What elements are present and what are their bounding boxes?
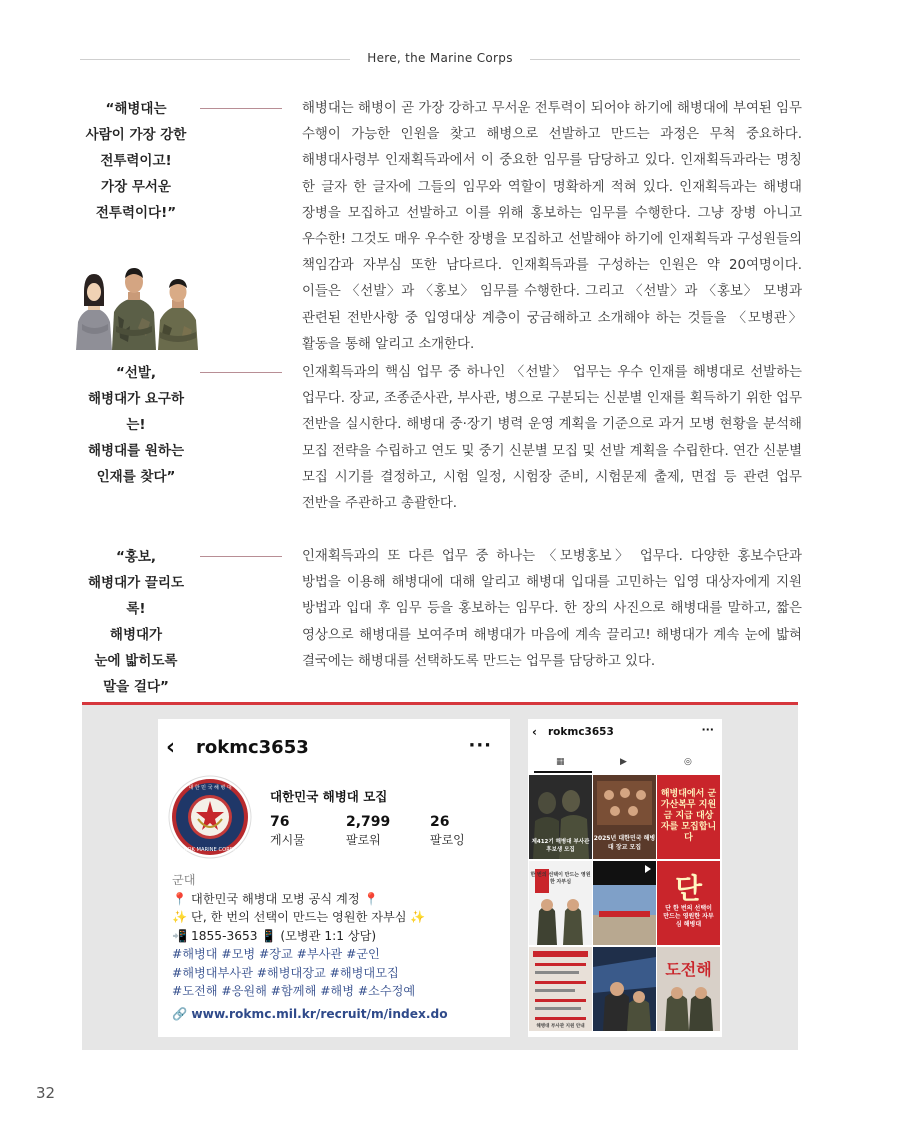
more-options-icon[interactable]: ··· [468,735,492,756]
post-tile[interactable] [529,775,592,859]
profile-link-url: www.rokmc.mil.kr/recruit/m/index.do [191,1006,448,1021]
section-promotion [80,544,802,695]
bio-line: 📍 대한민국 해병대 모병 공식 계정 📍 [172,891,379,906]
stat-number: 76 [270,814,290,830]
pull-quote [80,360,192,490]
post-tile[interactable] [529,861,592,945]
quote-line: 눈에 밟히도록 [94,653,178,669]
profile-handle: rokmc3653 [196,737,309,758]
post-tile[interactable] [657,861,720,945]
post-tile[interactable] [593,861,656,945]
profile-bio [172,871,502,1023]
profile-display-name: 대한민국 해병대 모집 [270,789,388,804]
quote-line: 전투력이고! [100,153,172,169]
person-officer-center [112,268,156,350]
back-arrow-icon[interactable]: ‹ [166,735,176,760]
person-woman [76,274,112,350]
profile-link[interactable] [172,1005,502,1024]
quote-rule [200,556,282,557]
quote-line: 말을 걸다” [103,679,169,695]
post-tile[interactable] [593,947,656,1031]
stat-number: 26 [430,814,450,830]
post-tile[interactable] [529,947,592,1031]
body-paragraph: 해병대는 해병이 곧 가장 강하고 무서운 전투력이 되어야 하기에 해병대에 부여된 임무 수행이 가능한 인원을 찾고 해병으로 선발하고 만드는 과정은 무척 중요하다. 해병대사령부 인재획득과에서 이 중요한 임무를 담당하고 있다. 인재획득과라는 명칭 한 글자 한 글자에 그들의 임무와 역할이 명확하게 적혀 있다. 인재획득과는 해병대 장병을 모집하고 선발하고 이를 위해 홍보하는 임무를 수행한다. 그냥 장병 아니고 우수한! 그것도 매우 우수한 장병을 모집하고 선발해야 하기에 인재획득과 구성원들의 책임감과 자부심 또한 남다르다. 인재획득과를 구성하는 인원은 약 20여명이다. 이들은 〈선발〉과 〈홍보〉 임무를 수행한다. 그리고 〈선발〉과 〈홍보〉 모병과 관련된 전반사항 중 입영대상 계층이 궁금해하고 소개해야 하는 것들을 〈모병관〉 활동을 통해 알리고 소개한다. [302,101,802,352]
hashtag-line[interactable]: #해병대부사관 #해병대장교 #해병대모집 [172,965,399,980]
post-tile[interactable] [593,775,656,859]
marine-corps-emblem-avatar[interactable] [168,775,252,859]
quote-line: “선발, [115,365,157,381]
post-caption: 한 번의 선택이 만드는 영원한 자부심 [530,872,591,885]
post-big-glyph: 단 [674,872,703,905]
quote-line: 가장 무서운 [101,179,171,195]
hashtag-line[interactable]: #도전해 #응원해 #함께해 #해병 #소수정예 [172,984,416,998]
pull-quote [80,96,192,226]
body-paragraph: 인재획득과의 또 다른 업무 중 하나는 〈모병홍보〉 업무다. 다양한 홍보수단과 방법을 이용해 해병대에 대해 알리고 해병대 입대를 고민하는 입영 대상자에게 지원 방법과 입대 후 임무 등을 홍보하는 임무다. 한 장의 사진으로 해병대를 말하고, 짧은 영상으로 해병대를 보여주며 해병대가 마음에 계속 끌리고! 해병대가 계속 눈에 밟혀 결국에는 해병대를 선택하도록 만드는 업무를 담당하고 있다. [302,549,802,669]
tagged-tab-icon[interactable]: ◎ [684,757,692,767]
quote-line: “홍보, [115,549,157,565]
hashtag-line[interactable]: #해병대 #모병 #장교 #부사관 #군인 [172,947,380,961]
section-selection [80,360,800,520]
bio-line: ✨ 단, 한 번의 선택이 만드는 영원한 자부심 ✨ [172,910,426,924]
quote-line: 전투력이다!” [95,205,177,221]
person-officer-right [158,279,198,350]
svg-text:대 한 민 국 해 병 대: 대 한 민 국 해 병 대 [188,785,232,791]
active-tab-indicator [534,771,592,773]
more-options-icon[interactable]: ··· [701,723,714,736]
stat-following[interactable] [430,813,465,849]
instagram-screenshot-panel [82,702,798,1050]
post-caption: 단 한 번의 선택이 만드는 영원한 자부심 해병대 [663,905,714,928]
post-caption: 해병대에서 군 가산복무 지원금 지급 대상자를 모집합니다 [660,789,717,843]
stat-label: 팔로잉 [430,833,465,847]
quote-line: 인재를 찾다” [96,469,176,485]
post-tile[interactable] [657,947,720,1031]
post-thumbnail-art [593,861,656,945]
back-arrow-icon[interactable]: ‹ [532,725,537,739]
instagram-profile-card [158,719,510,1037]
quote-line: 해병대가 끌리도록! [88,575,184,617]
header-title: Here, the Marine Corps [367,51,513,65]
header-rule-right [530,59,800,60]
pull-quote [80,544,192,700]
post-caption: 도전해 [665,960,712,979]
reels-tab-icon[interactable]: ▶ [620,757,627,767]
quote-line: 해병대를 원하는 [88,443,184,459]
running-header [80,44,800,74]
stat-posts[interactable] [270,813,305,849]
link-icon: 🔗 [172,1006,192,1021]
quote-rule [200,108,282,109]
post-caption: 2025년 대한민국 해병대 장교 모집 [593,835,656,851]
post-thumbnail-art [593,947,656,1031]
body-paragraph: 인재획득과의 핵심 업무 중 하나인 〈선발〉 업무는 우수 인재를 해병대로 선발하는 업무다. 장교, 조종준사관, 부사관, 병으로 구분되는 신분별 인재를 획득하기 위한 업무 전반을 실시한다. 해병대 중·장기 병력 운영 계획을 기준으로 과거 모병 현황을 분석해 모집 전략을 수립하고 연도 및 중기 신분별 모집 및 선발 계획을 수립한다. 연간 신분별 모집 시기를 결정하고, 시험 일정, 시험장 준비, 시험문제 출제, 면접 등 관련 업무 전반을 주관하고 총괄한다. [302,365,802,512]
quote-line: “해병대는 [105,101,167,117]
post-tile[interactable] [657,775,720,859]
feed-handle: rokmc3653 [548,726,614,738]
post-thumbnail-art [529,947,592,1031]
quote-line: 해병대가 [109,627,163,643]
profile-category: 군대 [172,873,196,887]
quote-line: 해병대가 요구하는! [88,391,184,433]
post-caption: 해병대 부사관 지원 안내 [536,1024,585,1029]
grid-tab-icon[interactable]: ▦ [556,757,565,767]
stat-label: 게시물 [270,833,305,847]
quote-line: 사람이 가장 강한 [85,127,187,143]
bio-line: 📲 1855-3653 📱 (모병관 1:1 상담) [172,928,377,943]
stat-followers[interactable] [346,813,390,849]
stat-number: 2,799 [346,814,391,830]
quote-rule [200,372,282,373]
stat-label: 팔로워 [346,833,381,847]
page-number: 32 [36,1084,56,1102]
instagram-feed-card [528,719,722,1037]
staff-photo-illustration [72,262,202,350]
post-caption: 제412기 해병대 부사관 후보생 모집 [531,839,590,853]
emblem-text: ROK MARINE CORPS [183,847,237,853]
